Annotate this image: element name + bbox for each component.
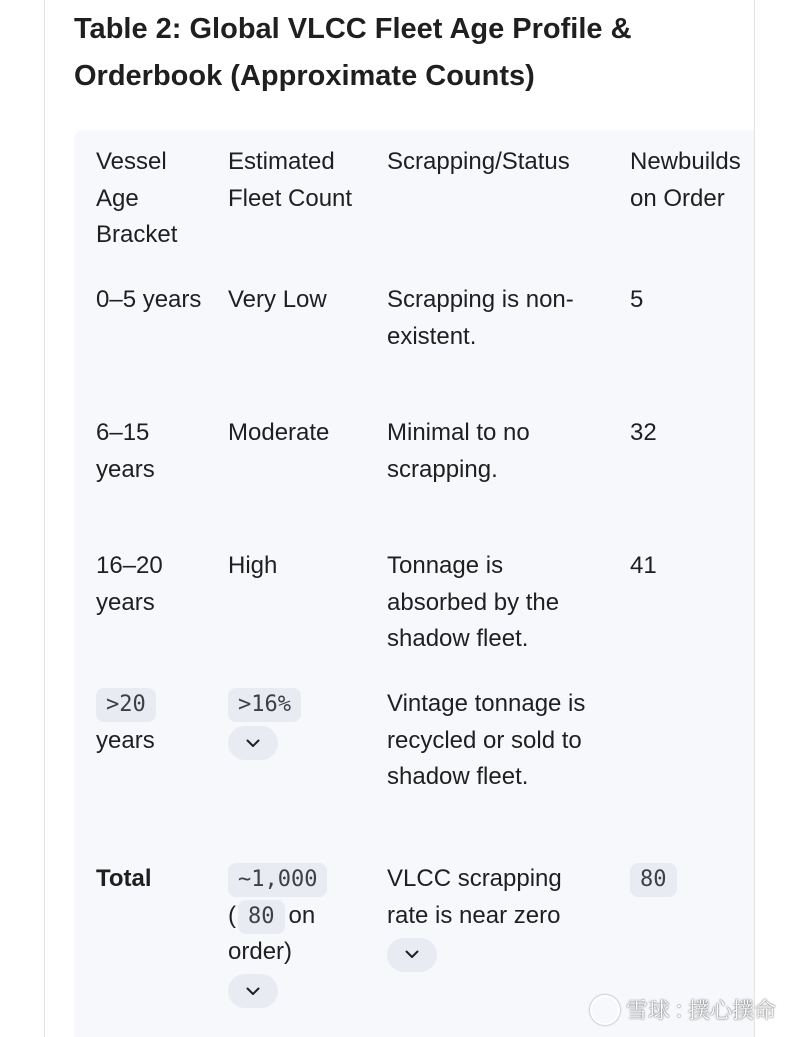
watermark-author: 撲心撲命 bbox=[687, 998, 776, 1023]
row-3-status: Vintage tonnage is recycled or sold to shadow fleet. bbox=[387, 690, 586, 790]
row-total-newbuilds bbox=[630, 861, 760, 898]
expand-source-button[interactable] bbox=[228, 726, 278, 760]
row-total-status bbox=[387, 861, 592, 972]
row-2-newbuilds: 41 bbox=[630, 552, 657, 579]
row-1-count: Moderate bbox=[228, 419, 330, 446]
row-total-label: Total bbox=[96, 865, 152, 892]
watermark bbox=[590, 994, 776, 1025]
row-0-status: Scrapping is non-existent. bbox=[387, 286, 574, 350]
watermark-separator: : bbox=[675, 996, 682, 1022]
row-3-count bbox=[228, 686, 368, 760]
row-2-count: High bbox=[228, 552, 278, 579]
chevron-down-icon bbox=[246, 987, 260, 996]
container-border-left bbox=[44, 0, 45, 1037]
row-total-status-text: VLCC scrapping rate is near zero bbox=[387, 865, 562, 929]
row-total-count-inner-code: 80 bbox=[238, 900, 285, 934]
row-0-newbuilds: 5 bbox=[630, 286, 644, 313]
header-vessel-age-bracket: Vessel Age Bracket bbox=[96, 148, 178, 248]
row-total-count-code: ~1,000 bbox=[228, 863, 327, 897]
expand-source-button[interactable] bbox=[387, 938, 437, 972]
row-3-count-code: >16% bbox=[228, 688, 301, 722]
row-1-age: 6–15 years bbox=[96, 419, 155, 483]
row-3-age-suffix: years bbox=[96, 726, 155, 754]
row-2-status: Tonnage is absorbed by the shadow fleet. bbox=[387, 552, 560, 652]
header-estimated-fleet-count: Estimated Fleet Count bbox=[228, 148, 353, 212]
row-0-age: 0–5 years bbox=[96, 286, 202, 313]
row-2-age: 16–20 years bbox=[96, 552, 163, 616]
row-total-count-after: on bbox=[288, 901, 316, 929]
row-1-newbuilds: 32 bbox=[630, 419, 657, 446]
row-3-age bbox=[96, 686, 206, 759]
header-newbuilds-on-order: Newbuilds on Order bbox=[630, 148, 741, 212]
row-total-count-suffix: order) bbox=[228, 938, 293, 965]
row-0-count: Very Low bbox=[228, 286, 327, 313]
table-title: Table 2: Global VLCC Fleet Age Profile & Orderbook (Approximate Counts) bbox=[74, 13, 632, 92]
watermark-site: 雪球 bbox=[625, 998, 670, 1023]
row-1-status: Minimal to no scrapping. bbox=[387, 419, 530, 483]
expand-source-button[interactable] bbox=[228, 974, 278, 1008]
header-scrapping-status: Scrapping/Status bbox=[387, 148, 570, 175]
chevron-down-icon bbox=[405, 950, 419, 959]
row-total-count bbox=[228, 861, 368, 1008]
row-3-age-code: >20 bbox=[96, 688, 156, 722]
chevron-down-icon bbox=[246, 739, 260, 748]
xueqiu-logo-icon bbox=[590, 995, 620, 1025]
row-total-newbuilds-code: 80 bbox=[630, 863, 677, 897]
row-total-count-open: ( bbox=[228, 901, 236, 929]
